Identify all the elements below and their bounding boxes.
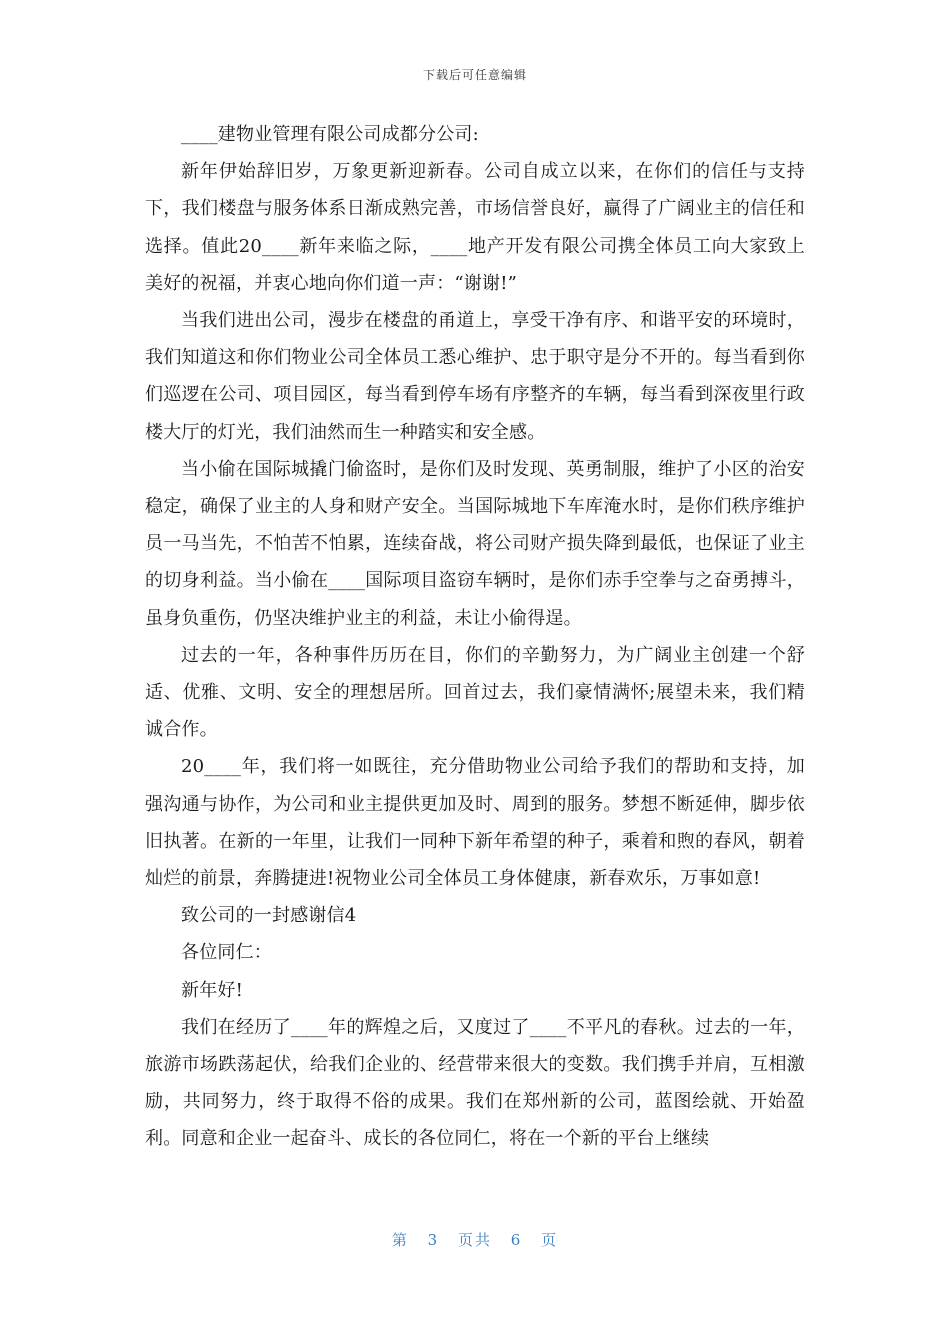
- salutation-paragraph: 各位同仁：: [181, 942, 272, 964]
- body-paragraph: 过去的一年，各种事件历历在目，你们的辛勤努力，为广阔业主创建一个舒适、优雅、文明、安全的理想居所。回首过去，我们豪情满怀;展望未来，我们精诚合作。: [145, 644, 805, 741]
- body-paragraph: 20____年，我们将一如既往，充分借助物业公司给予我们的帮助和支持，加强沟通与协作，为公司和业主提供更加及时、周到的服务。梦想不断延伸，脚步依旧执著。在新的一年里，让我们一同种下新年希望的种子，乘着和煦的春风，朝着灿烂的前景，奔腾捷进!祝物业公司全体员工身体健康，新春欢乐，万事如意!: [145, 756, 805, 890]
- body-paragraph: 当我们进出公司，漫步在楼盘的甬道上，享受干净有序、和谐平安的环境时，我们知道这和你们物业公司全体员工悉心维护、忠于职守是分不开的。每当看到你们巡逻在公司、项目园区，每当看到停车场有序整齐的车辆，每当看到深夜里行政楼大厅的灯光，我们油然而生一种踏实和安全感。: [145, 310, 805, 443]
- body-paragraph: 当小偷在国际城撬门偷盗时，是你们及时发现、英勇制服，维护了小区的治安稳定，确保了业主的人身和财产安全。当国际城地下车库淹水时，是你们秩序维护员一马当先，不怕苦不怕累，连续奋战，将公司财产损失降到最低，也保证了业主的切身利益。当小偷在____国际项目盗窃车辆时，是你们赤手空拳与之奋勇搏斗，虽身负重伤，仍坚决维护业主的利益，未让小偷得逞。: [145, 458, 805, 629]
- salutation-paragraph: ____建物业管理有限公司成都分公司:: [181, 124, 479, 145]
- greeting-paragraph: 新年好!: [181, 979, 244, 1001]
- body-paragraph: 我们在经历了____年的辉煌之后，又度过了____不平凡的春秋。过去的一年，旅游市场跌荡起伏，给我们企业的、经营带来很大的变数。我们携手并肩，互相激励，共同努力，终于取得不俗的成果。我们在郑州新的公司，蓝图绘就、开始盈利。同意和企业一起奋斗、成长的各位同仁，将在一个新的平台上继续: [145, 1016, 805, 1150]
- body-paragraph: 新年伊始辞旧岁，万象更新迎新春。公司自成立以来，在你们的信任与支持下，我们楼盘与服务体系日渐成熟完善，市场信誉良好，赢得了广阔业主的信任和选择。值此20____新年来临之际，____地产开发有限公司携全体员工向大家致上美好的祝福，并衷心地向你们道一声：“谢谢!”: [145, 161, 805, 294]
- document-body: [145, 116, 805, 1158]
- page-header: 下载后可任意编辑: [422, 68, 527, 82]
- page-number-footer: 第 3 页共 6 页: [391, 1231, 559, 1249]
- letter-title: 致公司的一封感谢信4: [181, 905, 357, 927]
